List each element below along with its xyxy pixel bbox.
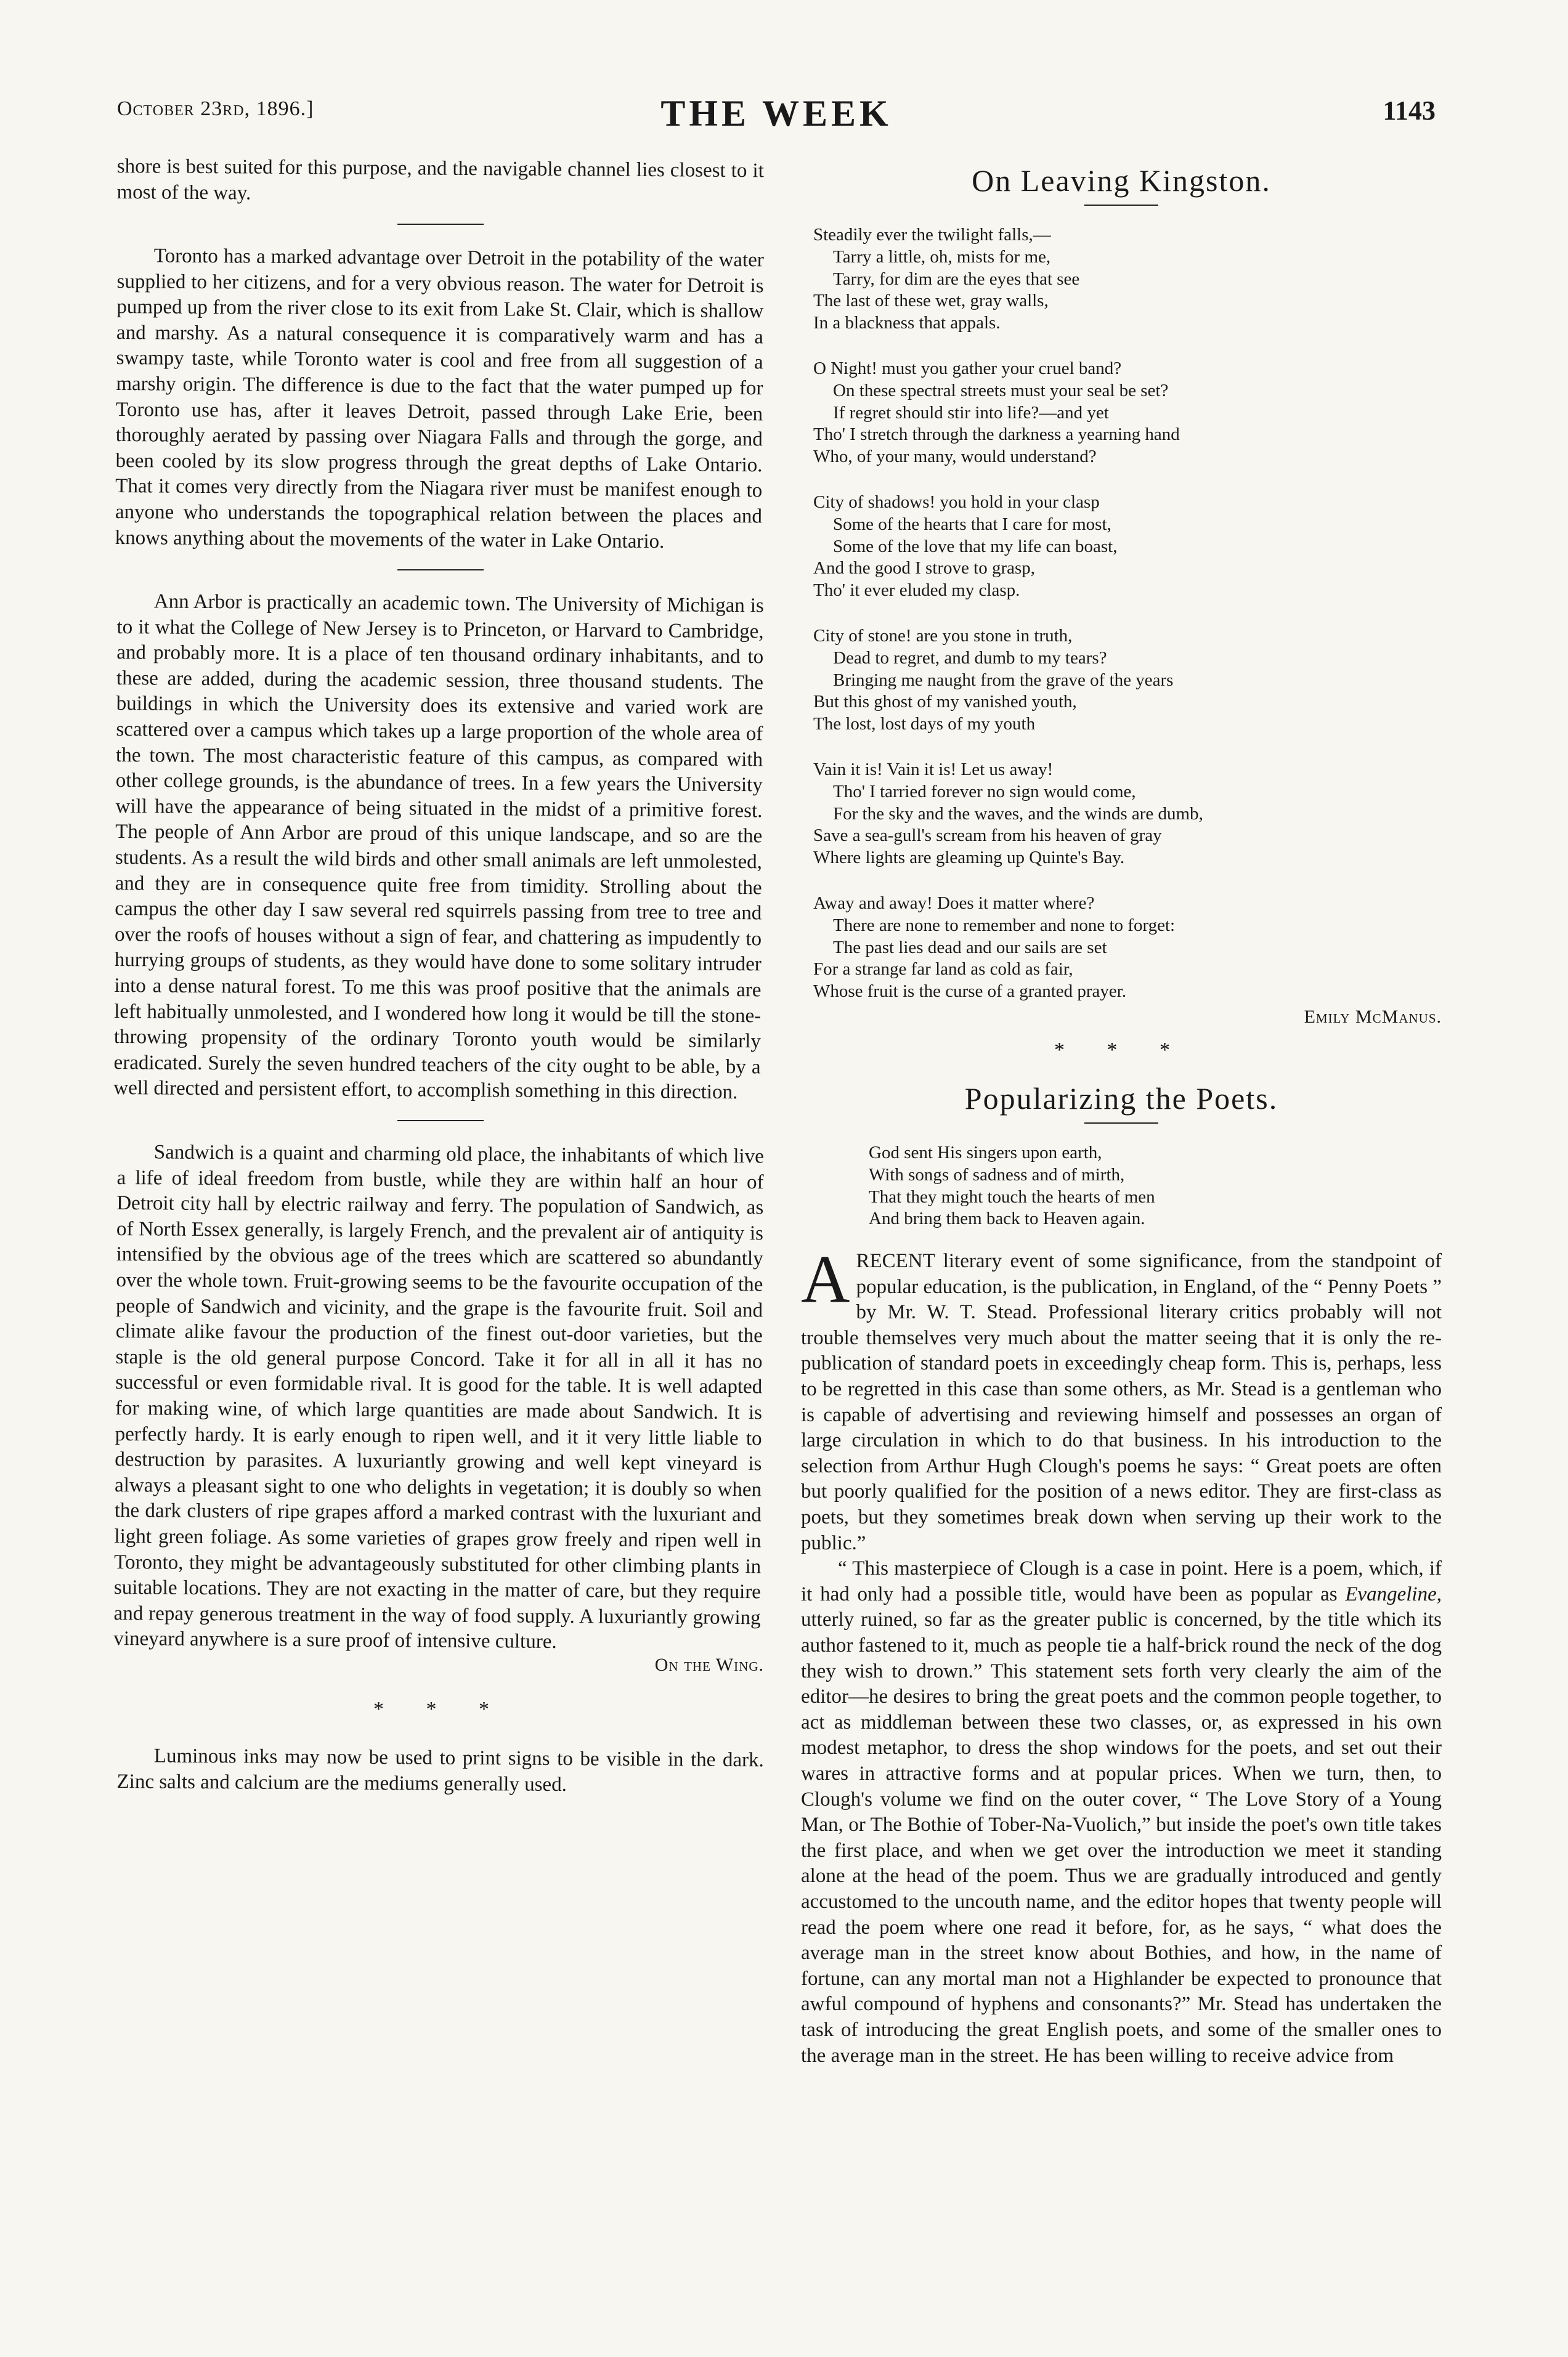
paragraph-sandwich: Sandwich is a quaint and charming old place, the inhabitants of which live a life of ideal freedom from bustle, while they are within half an hour of Detroit city hall by electric railway and ferry. The population of Sandwich, as of North Essex generally, is largely French, and the prevalent air of antiquity is intensified by the obvious age of the trees which are scattered so abundantly over the whole town. Fruit-growing seems to be the favourite occupation of the people of Sandwich and vicinity, and the grape is the favourite fruit. Soil and climate alike favour the production of the finest out-door varieties, but the staple is the old general purpose Concord. Take it for all in all it has no successful or even formidable rival. It is good for the table. It is well adapted for making wine, of which large quantities are made about Sandwich. It is perfectly hardy. It is early enough to ripen well, and it it very little liable to destruction by parasites. A luxuriantly growing and well kept vineyard is always a pleasant sight to one who delights in vegetation; it is doubly so when the dark clusters of ripe grapes afford a marked contrast with the luxuriant and light green foliage. As some varieties of grapes grow freely and ripen well in Toronto, they might be advantageously substituted for other climbing plants in suitable locations. They are not exacting in the matter of care, but they require and repay generous treatment in the way of food supply. A luxuriantly growing vineyard anywhere is a sure proof of intensive culture. — [113, 1141, 764, 1653]
article-paragraph-2 — [801, 1556, 1442, 2069]
signature-on-the-wing: On the Wing. — [654, 1655, 764, 1676]
poem-stanza — [813, 625, 1442, 736]
poem-line: There are none to remember and none to forget: — [833, 915, 1176, 935]
poem-line: Tho' I tarried forever no sign would come, — [833, 781, 1136, 801]
poem-stanza — [813, 492, 1442, 602]
poem-line: Where lights are gleaming up Quinte's Bay. — [813, 848, 1125, 868]
poem-title: On Leaving Kingston. — [972, 163, 1271, 198]
poem-stanza — [813, 759, 1442, 869]
title-divider — [1084, 1122, 1158, 1124]
poem-stanza — [813, 893, 1442, 1003]
poem-line: In a blackness that appals. — [813, 313, 1001, 333]
italic-title-evangeline: Evangeline — [1345, 1583, 1437, 1605]
epigraph-line: And bring them back to Heaven again. — [869, 1209, 1145, 1229]
poem-line: Away and away! Does it matter where? — [813, 893, 1095, 913]
article-text: , utterly ruined, so far as the greater public is concerned, by the title which its author fastened to it, much as people tie a half-brick round the neck of the dog they wish to drown.” This statement sets forth very clearly the aim of the editor—he desires to bring the great poets and the common people together, to act as middleman between these two classes, or, as expressed in his own modest metaphor, to dress the shop windows for the poets, and set out their wares in attractive forms and at popular prices. When we turn, then, to Clough's volume we find on the outer cover, “ The Love Story of a Young Man, or The Bothie of Tober-Na-Vuolich,” but inside the poet's own title takes the first place, and when we get over the introduction we meet it standing alone at the head of the poem. Thus we are gradually introduced and gently accustomed to the uncouth name, and the editor hopes that twenty people will read the poem where one read it before, for, as he says, “ what does the average man in the street know about Bothies, and how, in the name of fortune, can any mortal man not a Highlander be expected to pronounce that awful compound of hyphens and consonants?” Mr. Stead has undertaken the task of introducing the great English poets, and some of the smaller ones to the average man in the street. He has been willing to receive advice from — [801, 1583, 1442, 2067]
masthead-title: THE WEEK — [660, 93, 892, 134]
poem-line: Tarry a little, oh, mists for me, — [833, 246, 1051, 267]
paragraph-toronto-water: Toronto has a marked advantage over Detroit in the potability of the water supplied to her citizens, and for a very obvious reason. The water for Detroit is pumped up from the river close to its exit from Lake St. Clair, which is shallow and marshy. As a natural consequence it is comparatively warm and has a swampy taste, while Toronto water is cool and free from all suggestion of a marshy origin. The difference is due to the fact that the water pumped up for Toronto use has, after it leaves Detroit, passed through Lake Erie, been thoroughly aerated by passing over Niagara Falls and through the gorge, and been cooled by its slow progress through the great depths of Lake Ontario. That it comes very directly from the Niagara river must be manifest enough to anyone who understands the topographical relation between the places and knows anything about the movements of the water in Lake Ontario. — [115, 245, 764, 553]
paragraph-ann-arbor: Ann Arbor is practically an academic town. The University of Michigan is to it what the College of New Jersey is to Princeton, or Harvard to Cambridge, and probably more. It is a place of ten thousand ordinary inhabitants, and to these are added, during the academic session, three thousand students. The buildings in which the University does its extensive and varied work are scattered over a campus which takes up a large proportion of the whole area of the town. The most characteristic feature of this campus, as compared with other college grounds, is the abundance of trees. In a few years the University will have the appearance of being situated in the midst of a primitive forest. The people of Ann Arbor are proud of this unique landscape, and so are the students. As a result the wild birds and other small animals are left unmolested, and they are in consequence quite free from timidity. Strolling about the campus the other day I saw several red squirrels passing from tree to tree and over the roofs of houses without a sign of fear, and chattering as impudently to hurrying groups of students, as they would have done to some solitary intruder into a dense natural forest. To me this was proof positive that the animals are left habitually unmolested, and I wondered how long it would be till the stone-throwing propensity of the ordinary Toronto youth would be similarly eradicated. Surely the seven hundred teachers of the city ought to be able, by a well directed and persistent effort, to accomplish something in this direction. — [113, 590, 764, 1104]
asterism-divider: * * * — [373, 1698, 508, 1721]
poem-line: City of shadows! you hold in your clasp — [813, 492, 1100, 512]
poem-line: The last of these wet, gray walls, — [813, 291, 1049, 311]
paragraph-luminous-inks: Luminous inks may now be used to print signs to be visible in the dark. Zinc salts and calcium are the mediums generally used. — [116, 1745, 764, 1796]
asterism-divider: * * * — [1054, 1038, 1188, 1061]
page-number: 1143 — [1383, 95, 1436, 126]
poem-line: Vain it is! Vain it is! Let us away! — [813, 759, 1054, 779]
poem-stanza — [813, 358, 1442, 468]
section-divider — [397, 224, 484, 225]
poem-line: Some of the love that my life can boast, — [833, 536, 1118, 556]
poem-stanza — [813, 224, 1442, 335]
article-text: literary event of some significance, from the standpoint of popular education, is the publication, in England, of the “ Penny Poets ” by Mr. W. T. Stead. Professional literary critics probably will not trouble themselves very much about the matter seeing that it is only the re-publication of standard poets in exceedingly cheap form. This is, perhaps, less to be regretted in this case than some others, as Mr. Stead is a gentleman who is capable of advertising and reviewing himself and possesses an organ of large circulation in which to do that business. In his introduction to the selection from Arthur Hugh Clough's poems he says: “ Great poets are often but poorly qualified for the position of a news editor. They are first-class as poets, but they sometimes break down when serving up their work to the public.” — [801, 1250, 1442, 1554]
article-title: Popularizing the Poets. — [964, 1081, 1278, 1116]
poem-line: Steadily ever the twilight falls,— — [813, 225, 1051, 245]
article-lead-word: RECENT — [856, 1250, 935, 1273]
epigraph-line: That they might touch the hearts of men — [869, 1187, 1155, 1207]
poem-line: For the sky and the waves, and the winds are dumb, — [833, 803, 1203, 824]
article-text: “ This masterpiece of Clough is a case in point. Here is a poem, which, if it had only had a possible title, would have been as popular as — [801, 1557, 1442, 1605]
poem-line: If regret should stir into life?—and yet — [833, 402, 1109, 423]
epigraph-line: With songs of sadness and of mirth, — [869, 1164, 1125, 1185]
poem-line: Who, of your many, would understand? — [813, 447, 1097, 467]
paragraph-shore: shore is best suited for this purpose, and the navigable channel lies closest to it most of the way. — [116, 155, 764, 205]
poem-line: Tho' it ever eluded my clasp. — [813, 580, 1020, 601]
poem-line: But this ghost of my vanished youth, — [813, 692, 1077, 712]
poem-line: And the good I strove to grasp, — [813, 558, 1036, 578]
epigraph-line: God sent His singers upon earth, — [869, 1142, 1102, 1162]
poem-line: On these spectral streets must your seal be set? — [833, 380, 1169, 400]
title-divider — [1084, 205, 1158, 206]
poem-author: Emily McManus. — [1304, 1006, 1442, 1027]
poem-line: Dead to regret, and dumb to my tears? — [833, 647, 1107, 668]
poem-line: For a strange far land as cold as fair, — [813, 959, 1073, 980]
left-column — [113, 154, 764, 1796]
poem-line: Bringing me naught from the grave of the years — [833, 670, 1174, 690]
section-divider — [397, 569, 484, 570]
article-paragraph-1 — [801, 1241, 1442, 1556]
section-divider — [397, 1120, 484, 1121]
poem-line: Tarry, for dim are the eyes that see — [833, 269, 1080, 289]
issue-date: October 23rd, 1896.] — [117, 97, 314, 120]
poem-line: Save a sea-gull's scream from his heaven of gray — [813, 826, 1162, 846]
poem-line: Some of the hearts that I care for most, — [833, 514, 1111, 534]
epigraph — [869, 1142, 1442, 1230]
poem-line: Tho' I stretch through the darkness a yearning hand — [813, 424, 1180, 445]
poem-line: Whose fruit is the curse of a granted prayer. — [813, 981, 1127, 1002]
drop-cap: A — [801, 1241, 850, 1317]
page-header — [117, 92, 1436, 142]
poem-line: City of stone! are you stone in truth, — [813, 625, 1073, 646]
right-column — [801, 154, 1442, 2069]
poem-line: The past lies dead and our sails are set — [833, 937, 1107, 957]
poem-line: O Night! must you gather your cruel band? — [813, 358, 1122, 378]
poem-line: The lost, lost days of my youth — [813, 714, 1036, 734]
